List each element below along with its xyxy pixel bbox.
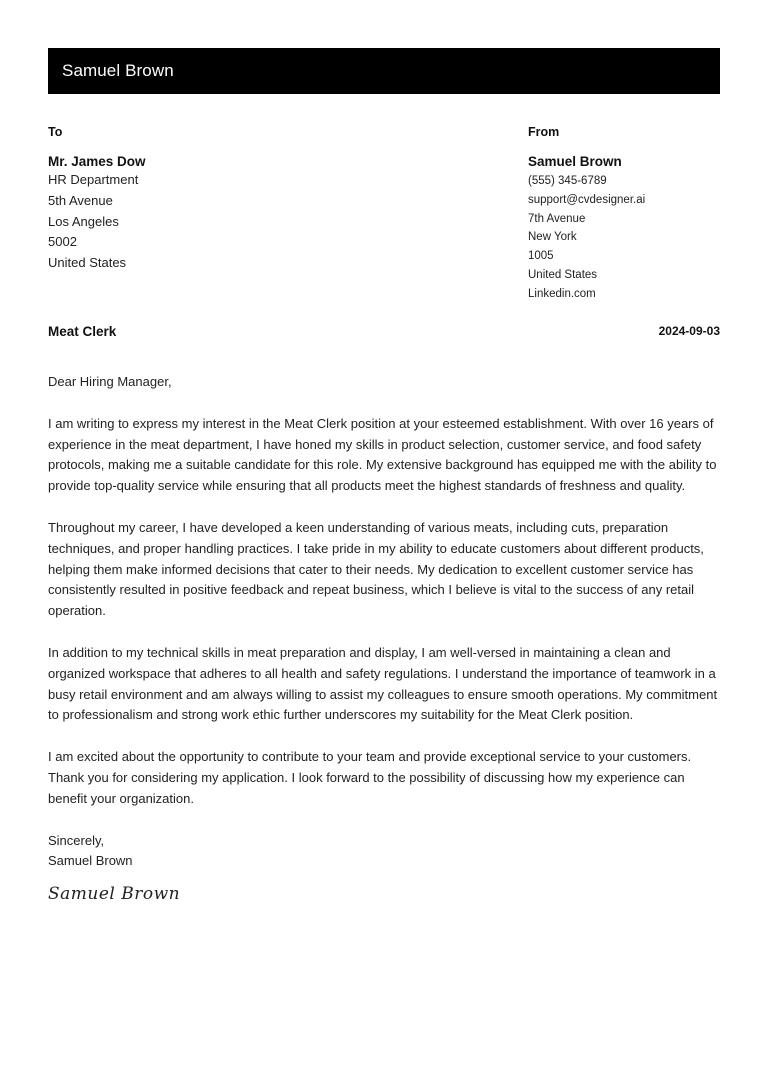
paragraph-4: I am excited about the opportunity to contribute to your team and provide exceptional service to your customers. Thank you for considering my application. I look forward to the possibility of discussing how my experience can benefit your organization. [48, 749, 692, 806]
recipient-postal-code: 5002 [48, 234, 77, 250]
signature: Samuel Brown [48, 884, 181, 905]
salutation: Dear Hiring Manager, [48, 374, 172, 389]
paragraph-1: I am writing to express my interest in the Meat Clerk position at your esteemed establishment. With over 16 years of experience in the meat department, I have honed my skills in product selection, customer service, and food safety protocols, making me a suitable candidate for this role. My extensive background has equipped me with the ability to provide top-quality service while ensuring that all products meet the highest standards of freshness and quality. [48, 415, 717, 494]
paragraph-2: Throughout my career, I have developed a keen understanding of various meats, including cuts, preparation techniques, and proper handling practices. I take pride in my ability to educate customers about different products, helping them make informed decisions that cater to their needs. My dedication to excellent customer service has consistently resulted in positive feedback and repeat business, which I believe is vital to the success of any retail operation. [48, 519, 704, 619]
recipient-block [48, 124, 348, 274]
sender-email: support@cvdesigner.ai [528, 193, 646, 206]
closing-name: Samuel Brown [48, 853, 133, 869]
header-bar [48, 48, 720, 94]
paragraph-3: In addition to my technical skills in meat preparation and display, I am well-versed in maintaining a clean and organized workspace that adheres to all health and safety regulations. I understand the importance of teamwork in a busy retail environment and am always willing to assist my colleagues to ensure smooth operations. My commitment to professionalism and strong work ethic further underscores my suitability for the Meat Clerk position. [48, 644, 718, 723]
sender-label: From [528, 125, 560, 139]
sender-linkedin: Linkedin.com [528, 287, 596, 300]
closing: Sincerely, [48, 832, 105, 848]
letter-date: 2024-09-03 [658, 324, 720, 338]
recipient-city: Los Angeles [48, 213, 119, 229]
recipient-name: Mr. James Dow [48, 154, 146, 169]
sender-city: New York [528, 231, 577, 244]
sender-country: United States [528, 268, 598, 281]
sender-block [528, 124, 720, 304]
sender-phone: (555) 345-6789 [528, 175, 607, 187]
recipient-label: To [48, 125, 63, 139]
recipient-department: HR Department [48, 172, 139, 187]
sender-street: 7th Avenue [528, 212, 586, 225]
sender-name: Samuel Brown [528, 154, 622, 169]
recipient-street: 5th Avenue [48, 192, 113, 208]
recipient-country: United States [48, 255, 127, 271]
sender-postal-code: 1005 [528, 250, 554, 263]
job-title: Meat Clerk [48, 324, 117, 339]
letter-body [48, 372, 720, 904]
header-name: Samuel Brown [62, 61, 174, 80]
